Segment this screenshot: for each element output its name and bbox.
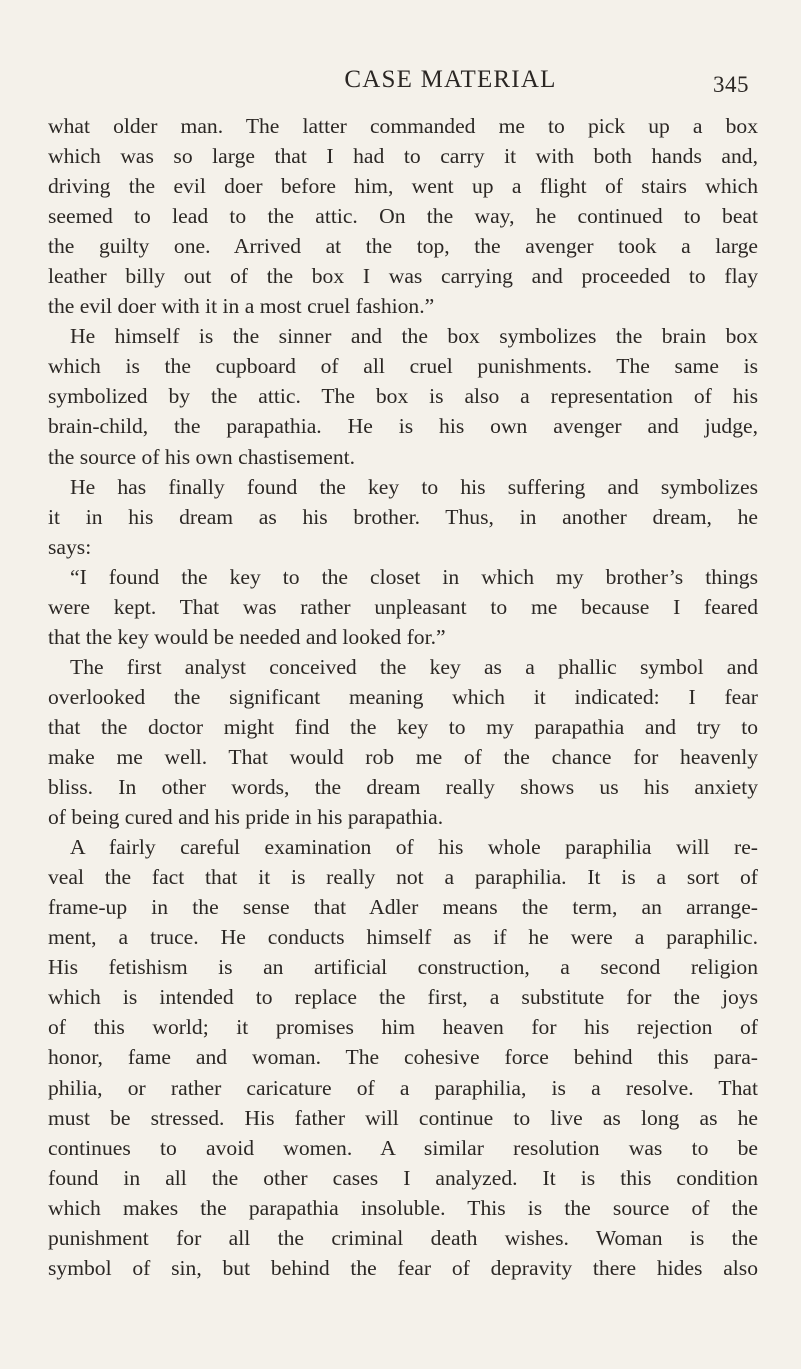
text-line: punishment for all the criminal death wishes. Woman is the [48,1225,758,1250]
body-text [48,111,758,1283]
text-line: symbol of sin, but behind the fear of depravity there hides also [48,1255,758,1280]
text-line: honor, fame and woman. The cohesive force behind this para- [48,1045,758,1070]
text-line: which makes the parapathia insoluble. This is the source of the [48,1195,758,1220]
text-line: must be stressed. His father will continue to live as long as he [48,1105,758,1130]
text-line: continues to avoid women. A similar resolution was to be [48,1135,758,1160]
text-line: He has finally found the key to his suffering and symbolizes [70,474,758,499]
text-line: leather billy out of the box I was carrying and proceeded to flay [48,264,758,289]
text-line: driving the evil doer before him, went up a flight of stairs which [48,174,758,199]
text-line: the guilty one. Arrived at the top, the avenger took a large [48,234,758,259]
text-line: veal the fact that it is really not a paraphilia. It is a sort of [48,865,758,890]
text-line: were kept. That was rather unpleasant to me because I feared [48,594,758,619]
text-line: His fetishism is an artificial construction, a second religion [48,955,758,980]
text-line: which is intended to replace the first, a substitute for the joys [48,985,758,1010]
text-line: of this world; it promises him heaven for his rejection of [48,1015,758,1040]
text-line: which is the cupboard of all cruel punishments. The same is [48,354,758,379]
running-title: CASE MATERIAL [344,66,557,93]
text-line: that the doctor might find the key to my parapathia and try to [48,714,758,739]
text-line: the source of his own chastisement. [48,444,356,469]
text-line: symbolized by the attic. The box is also a representation of his [48,384,758,409]
text-line: overlooked the significant meaning which it indicated: I fear [48,684,758,709]
text-line: it in his dream as his brother. Thus, in another dream, he [48,504,758,529]
page-number: 345 [713,72,749,97]
text-line: seemed to lead to the attic. On the way, he continued to beat [48,204,758,229]
text-line: says: [48,534,92,559]
text-line: philia, or rather caricature of a paraphilia, is a resolve. That [48,1075,758,1100]
text-line: of being cured and his pride in his parapathia. [48,805,444,830]
text-line: A fairly careful examination of his whole paraphilia will re- [70,835,758,860]
text-line: what older man. The latter commanded me to pick up a box [48,114,758,138]
text-line: found in all the other cases I analyzed. It is this condition [48,1165,758,1190]
text-line: brain-child, the parapathia. He is his own avenger and judge, [48,414,758,439]
text-line: frame-up in the sense that Adler means the term, an arrange- [48,895,758,920]
text-line: which was so large that I had to carry it with both hands and, [48,144,758,169]
text-line: The first analyst conceived the key as a phallic symbol and [70,654,758,679]
text-line: “I found the key to the closet in which my brother’s things [70,564,758,589]
running-head [152,60,749,100]
text-line: bliss. In other words, the dream really shows us his anxiety [48,775,758,800]
text-line: He himself is the sinner and the box symbolizes the brain box [70,324,758,349]
text-line: that the key would be needed and looked for.” [48,624,446,649]
text-line: ment, a truce. He conducts himself as if he were a paraphilic. [48,925,758,950]
text-line: make me well. That would rob me of the chance for heavenly [48,744,758,769]
text-line: the evil doer with it in a most cruel fashion.” [48,294,435,319]
